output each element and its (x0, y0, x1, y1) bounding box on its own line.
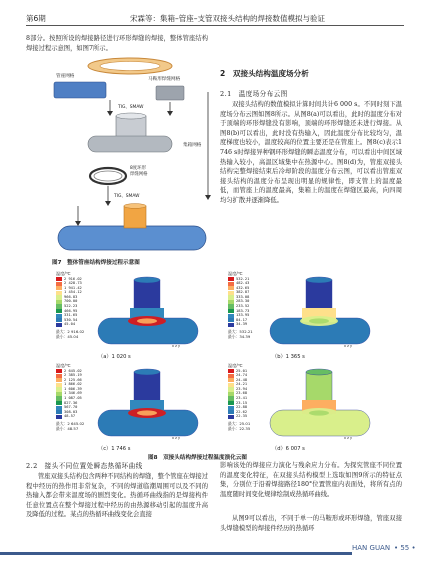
legend-value: 1 087.05 (64, 396, 82, 401)
legend-value: 567.70 (64, 405, 78, 410)
weld-core (137, 410, 157, 415)
legend-swatch (228, 286, 234, 290)
legend-value: 966.83 (64, 294, 78, 299)
legend-min: 最小：34.39 (228, 333, 251, 339)
legend-value: 24.21 (236, 382, 248, 387)
branch-top (306, 369, 332, 375)
running-head-issue: 第6期 (26, 14, 46, 23)
legend-value: 1 454.12 (64, 290, 82, 295)
legend-swatch (228, 318, 234, 322)
legend-value: 1 941.42 (64, 285, 82, 290)
legend-swatch (228, 406, 234, 410)
legend-swatch (228, 415, 234, 419)
legend-value: 133.95 (236, 313, 250, 318)
temperature-panel-a (52, 270, 202, 350)
model-render (264, 362, 374, 442)
legend-swatch (56, 396, 62, 400)
weld-core (309, 410, 329, 415)
legend-swatch (228, 369, 234, 373)
label-saddle-weld-mesh: 马鞍形焊缝网格 (148, 77, 181, 82)
legend-value: 45.04 (64, 322, 76, 327)
color-legend (56, 369, 62, 419)
legend-swatch (56, 410, 62, 414)
legend-swatch (56, 304, 62, 308)
legend-swatch (56, 323, 62, 327)
legend-extremes (228, 330, 253, 339)
legend-swatch (56, 286, 62, 290)
legend-swatch (56, 295, 62, 299)
legend-value: 827.36 (64, 400, 78, 405)
legend-swatch (228, 309, 234, 313)
legend-min: 最小：22.35 (228, 425, 251, 431)
legend-max: 最大：532.21 (228, 329, 253, 334)
journal-name: HAN GUAN (352, 544, 391, 552)
color-legend (228, 369, 234, 419)
legend-value: 2 385.19 (64, 373, 82, 378)
subfigure-caption: （c）1 746 s (98, 446, 131, 452)
figure-7-caption: 图7 整体管座结构焊接过程示意图 (52, 260, 140, 266)
legend-swatch (228, 383, 234, 387)
legend-title: 温度/℃ (56, 271, 71, 276)
legend-max: 最大：25.01 (228, 421, 251, 426)
legend-swatch (228, 392, 234, 396)
section-2-1-heading: 2.1 温度场分布云图 (220, 90, 288, 98)
legend-swatch (56, 415, 62, 419)
label-process-tig-1: TIG、SMAW (118, 105, 144, 110)
subfigure-caption: （a）1 020 s (98, 354, 131, 360)
legend-swatch (56, 378, 62, 382)
legend-swatch (56, 369, 62, 373)
weld-core (137, 318, 157, 323)
legend-value: 23.15 (236, 400, 248, 405)
figure-8 (52, 270, 378, 461)
legend-value: 25.01 (236, 368, 248, 373)
legend-swatch (56, 392, 62, 396)
legend-value: 183.73 (236, 308, 250, 313)
legend-value: 432.65 (236, 285, 250, 290)
legend-value: 48.57 (64, 414, 76, 419)
legend-value: 22.35 (236, 414, 248, 419)
legend-value: 22.88 (236, 405, 248, 410)
legend-swatch (56, 314, 62, 318)
label-ring-weld-mesh: 8度环形 焊缝网格 (130, 166, 148, 177)
legend-swatch (228, 314, 234, 318)
legend-swatch (56, 318, 62, 322)
label-process-tig-2: TIG、SMAW (114, 194, 140, 199)
legend-values (64, 277, 82, 328)
legend-values (236, 369, 247, 420)
legend-swatch (56, 374, 62, 378)
legend-swatch (228, 378, 234, 382)
header-rule (26, 25, 404, 26)
legend-value: 1 346.69 (64, 391, 82, 396)
color-legend (56, 277, 62, 327)
legend-min: 最小：48.57 (56, 425, 79, 431)
legend-value: 233.52 (236, 304, 250, 309)
legend-value: 466.95 (64, 308, 78, 313)
branch-top (134, 369, 160, 375)
legend-swatch (228, 374, 234, 378)
page-number: • 55 • (394, 544, 416, 552)
axis-triad: x z y (172, 344, 180, 348)
legend-value: 333.08 (236, 294, 250, 299)
legend-max: 最大：2 645.02 (56, 421, 85, 426)
legend-swatch (228, 410, 234, 414)
legend-value: 331.65 (64, 313, 78, 318)
legend-extremes (228, 422, 250, 431)
legend-swatch (228, 291, 234, 295)
legend-title: 温度/℃ (56, 363, 71, 368)
axis-triad: x z y (344, 436, 352, 440)
legend-value: 532.21 (236, 276, 250, 281)
legend-extremes (56, 330, 84, 339)
legend-min: 最小：45.04 (56, 333, 79, 339)
legend-value: 84.17 (236, 317, 248, 322)
legend-value: 24.74 (236, 373, 248, 378)
section-2-2-paragraph: 管座双接头结构包含两种不同结构的焊缝，整个管座在焊接过程中经历的热作用非常复杂，不同的焊道临潮周围可以及不同的热输入都会带来温度场的剧烈变化。热循环曲线指的是焊接构件任意位置点在整个焊接过程中经历的由热源移动引起的温度升高及降低的过程。某点的热循环曲线变化会直接 (26, 473, 209, 519)
figure-8-caption: 图8 双接头结构焊接过程温度演化云图 (148, 455, 247, 461)
temperature-panel-c (52, 362, 202, 442)
legend-swatch (228, 295, 234, 299)
legend-value: 482.43 (236, 281, 250, 286)
legend-value: 23.94 (236, 386, 248, 391)
temperature-panel-b (224, 270, 374, 350)
legend-values (236, 277, 249, 328)
branch-top (306, 277, 332, 283)
intro-paragraph: 8部分。按照所设的焊接路径进行环形焊缝的焊接，整体管座结构焊接过程示意图，如图7所示。 (26, 35, 208, 52)
figure-7 (38, 56, 222, 256)
label-header-mesh: 集箱网格 (183, 143, 202, 148)
legend-swatch (56, 309, 62, 313)
legend-value: 23.41 (236, 396, 248, 401)
legend-value: 283.30 (236, 299, 250, 304)
model-render (92, 362, 202, 442)
legend-swatch (228, 323, 234, 327)
legend-value: 530.54 (64, 317, 78, 322)
legend-values (64, 369, 82, 420)
legend-swatch (228, 387, 234, 391)
legend-value: 1 866.02 (64, 382, 82, 387)
legend-swatch (228, 401, 234, 405)
label-pipe-seat-mesh: 管座网格 (56, 74, 75, 79)
legend-value: 382.87 (236, 290, 250, 295)
legend-swatch (56, 277, 62, 281)
color-legend (228, 277, 234, 327)
running-head-title: 宋霖等：集箱–管座–支管双接头结构的焊接数值模拟与验证 (130, 14, 325, 23)
model-render (264, 270, 374, 350)
legend-value: 2 645.02 (64, 368, 82, 373)
legend-swatch (56, 387, 62, 391)
legend-value: 24.48 (236, 377, 248, 382)
legend-title: 温度/℃ (228, 271, 243, 276)
legend-value: 2 428.73 (64, 281, 82, 286)
temperature-panel-d (224, 362, 374, 442)
legend-value: 2 125.66 (64, 377, 82, 382)
legend-swatch (228, 304, 234, 308)
legend-value: 22.62 (236, 409, 248, 414)
axis-triad: x z y (172, 436, 180, 440)
legend-swatch (56, 383, 62, 387)
legend-max: 最大：2 916.02 (56, 329, 85, 334)
axis-triad: x z y (344, 344, 352, 348)
legend-value: 23.68 (236, 391, 248, 396)
subfigure-caption: （d）6 007 s (272, 446, 305, 452)
branch-top (134, 277, 160, 283)
section-2-1-paragraph: 双接头结构的数值模拟计算时间共计6 000 s。不同时刻下温度场分布云图如图8所示。从图8(a)可以看出，此时的温度分布对于顶端的环形焊缝没有影响，顶端的环形焊缝还未进行焊接。从图8(b)可以看出，此时没有热输入，因此温度分布比较均匀，温度梯度也较小，温度较高的位置主要还是在管座上。图8(c)表示1 746 s时焊接异种钢环形焊缝的瞬态温度分布，可以看出中间区域热输入较小，高温区域集中在热源中心。图8(d)为，管座双接头结构完整焊接结束后冷却阶段的温度分布云图，可以看出管座双接头结构的温度分布呈现出明显的规律性，即支管上的温度最低，而管座上的温度最高，集箱上的温度在焊缝区最高，向四周均匀扩散并逐渐降低。 (220, 101, 402, 204)
legend-swatch (56, 406, 62, 410)
legend-value: 522.23 (64, 304, 78, 309)
legend-extremes (56, 422, 84, 431)
figure-9-paragraph: 从图9可以看出，不同于单一的马鞍形或环形焊缝，管座双接头焊缝模型的焊接件经历的热循环 (220, 515, 402, 532)
figure-7-schematic (38, 56, 222, 256)
legend-value: 1 606.39 (64, 386, 82, 391)
legend-value: 308.03 (64, 409, 78, 414)
legend-swatch (56, 401, 62, 405)
weld-core (309, 318, 329, 323)
section-2-2-heading: 2.2 接头不同位置处瞬态热循环曲线 (26, 462, 143, 470)
legend-swatch (56, 291, 62, 295)
model-render (92, 270, 202, 350)
legend-title: 温度/℃ (228, 363, 243, 368)
legend-swatch (228, 277, 234, 281)
legend-swatch (228, 282, 234, 286)
legend-swatch (228, 300, 234, 304)
section-2-heading: 2 双接头结构温度场分析 (220, 69, 309, 78)
subfigure-caption: （b）1 365 s (272, 354, 305, 360)
legend-value: 2 916.02 (64, 276, 82, 281)
legend-value: 34.39 (236, 322, 248, 327)
legend-value: 700.00 (64, 299, 78, 304)
footer-bar (0, 552, 352, 555)
legend-swatch (228, 396, 234, 400)
legend-swatch (56, 282, 62, 286)
legend-swatch (56, 300, 62, 304)
continued-paragraph: 影响该处的焊接应力演化与残余应力分布。为探究管座不同位置的温度变化特征，在双接头结构模型上选取如图9所示的特征点集，分别位于沿着焊接路径180°位置管座内表面处，将所有点的温度随时间变化规律绘制成热循环曲线。 (220, 462, 402, 498)
